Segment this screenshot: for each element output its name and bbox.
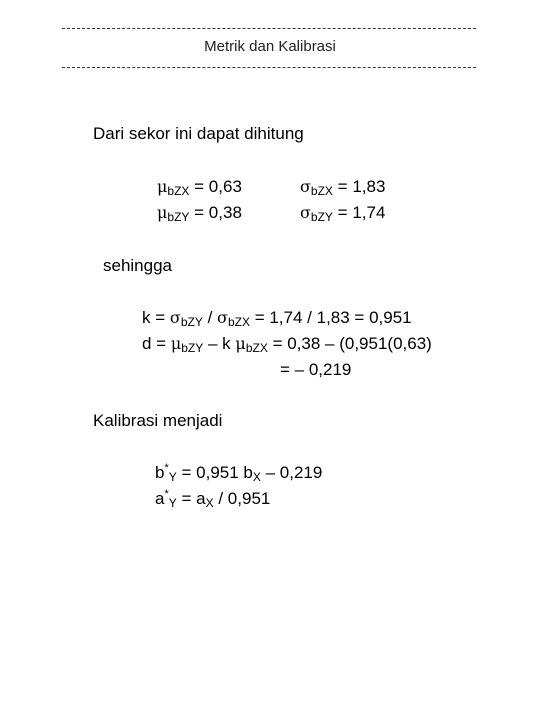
a-var: a: [155, 489, 165, 508]
b-sub: Y: [168, 470, 177, 484]
sigma-bzx-line: [300, 177, 385, 198]
kalibrasi-heading: Kalibrasi menjadi: [93, 411, 223, 430]
mu-bzy-subscript: bZY: [167, 210, 190, 224]
sigma-symbol: σ: [217, 308, 228, 327]
sigma-symbol: σ: [300, 203, 311, 222]
sigma-symbol: σ: [169, 308, 181, 327]
a-rhs-end: / 0,951: [218, 489, 271, 508]
d-sub-bzy: bZY: [181, 341, 204, 355]
k-sub-bzy: bZY: [180, 315, 203, 329]
sigma-bzy-subscript: bZY: [310, 210, 333, 224]
header-title: Metrik dan Kalibrasi: [204, 38, 336, 55]
sigma-bzy-value: = 1,74: [337, 203, 386, 222]
mu-bzx-subscript: bZX: [167, 184, 190, 198]
k-lhs: k =: [142, 308, 166, 327]
b-sup: *: [164, 462, 169, 474]
mu-bzx-value: = 0,63: [194, 177, 242, 196]
mu-symbol: μ: [235, 334, 246, 353]
a-rhs: = a: [181, 489, 206, 508]
k-formula: [142, 308, 412, 329]
d-sub-bzx: bZX: [245, 341, 268, 355]
b-rhs-end: – 0,219: [265, 463, 323, 482]
mu-symbol: μ: [170, 334, 182, 353]
mu-bzx-line: [157, 177, 242, 198]
b-star-formula: [155, 462, 322, 484]
b-rhs-sub: X: [252, 470, 261, 484]
a-star-formula: [155, 488, 270, 510]
sigma-bzx-value: = 1,83: [337, 177, 386, 196]
d-formula: [142, 334, 432, 355]
a-rhs-sub: X: [205, 496, 214, 510]
d-mid: – k: [208, 334, 231, 353]
mu-symbol: μ: [157, 203, 168, 222]
d-result: = – 0,219: [280, 360, 352, 379]
d-lhs: d =: [142, 334, 167, 353]
mu-bzy-value: = 0,38: [194, 203, 242, 222]
sigma-symbol: σ: [300, 177, 311, 196]
mu-symbol: μ: [157, 177, 168, 196]
intro-text: Dari sekor ini dapat dihitung: [93, 124, 304, 143]
header-divider-bottom: [62, 67, 476, 68]
a-sub: Y: [168, 496, 177, 510]
sigma-bzy-line: [300, 203, 385, 224]
header-divider-top: [62, 28, 476, 29]
d-rhs: = 0,38 – (0,951(0,63): [272, 334, 432, 353]
k-slash: /: [207, 308, 213, 327]
b-var: b: [155, 463, 165, 482]
sehingga-text: sehingga: [103, 256, 173, 275]
k-rhs: = 1,74 / 1,83 = 0,951: [254, 308, 412, 327]
mu-bzy-line: [157, 203, 242, 224]
sigma-bzx-subscript: bZX: [310, 184, 333, 198]
a-sup: *: [164, 488, 169, 500]
b-rhs: = 0,951 b: [181, 463, 253, 482]
k-sub-bzx: bZX: [227, 315, 250, 329]
